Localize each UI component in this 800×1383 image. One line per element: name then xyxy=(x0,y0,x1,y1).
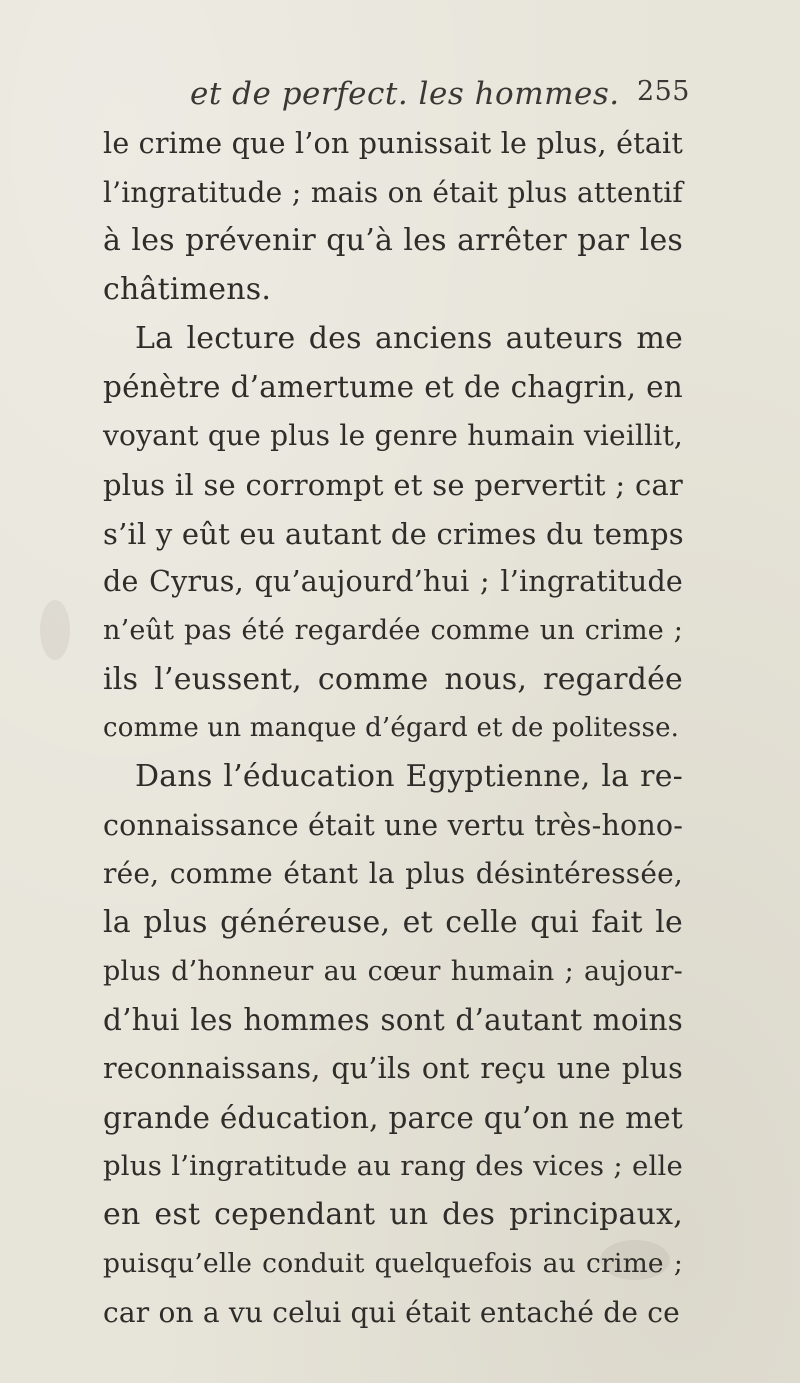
text-line: reconnaissans, qu’ils ont reçu une plus xyxy=(103,1052,683,1086)
text-line: puisqu’elle conduit quelquefois au crime ; xyxy=(103,1247,683,1279)
running-head xyxy=(190,70,690,120)
text-line: l’ingratitude ; mais on était plus attentif xyxy=(103,175,683,209)
body-text xyxy=(103,120,683,1337)
text-line: en est cependant un des principaux, xyxy=(103,1197,683,1233)
text-line: s’il y eût eu autant de crimes du temps xyxy=(103,516,684,551)
text-line: n’eût pas été regardée comme un crime ; xyxy=(103,614,683,646)
text-line: rée, comme étant la plus désintéressée, xyxy=(103,857,683,891)
text-line: châtimens. xyxy=(103,272,272,308)
text-line: pénètre d’amertume et de chagrin, en xyxy=(103,370,683,405)
page-number: 255 xyxy=(636,76,690,107)
text-line: plus il se corrompt et se pervertit ; car xyxy=(103,467,683,502)
text-line: voyant que plus le genre humain vieillit, xyxy=(103,419,683,453)
text-line: plus l’ingratitude au rang des vices ; elle xyxy=(103,1150,683,1183)
running-title: et de perfect. les hommes. xyxy=(190,76,620,112)
text-line: plus d’honneur au cœur humain ; aujour- xyxy=(103,955,683,987)
text-line: connaissance était une vertu très-hono- xyxy=(103,808,684,842)
text-line: à les prévenir qu’à les arrêter par les xyxy=(103,223,683,259)
text-line: ils l’eussent, comme nous, regardée xyxy=(103,661,683,697)
text-line: grande éducation, parce qu’on ne met xyxy=(103,1100,683,1135)
text-line: d’hui les hommes sont d’autant moins xyxy=(103,1003,683,1038)
text-line: de Cyrus, qu’aujourd’hui ; l’ingratitude xyxy=(103,565,683,599)
text-line: la plus généreuse, et celle qui fait le xyxy=(103,905,683,940)
text-line: La lecture des anciens auteurs me xyxy=(135,320,683,356)
text-line: le crime que l’on punissait le plus, était xyxy=(103,127,683,160)
paper-stain xyxy=(40,600,70,660)
text-line: Dans l’éducation Egyptienne, la re- xyxy=(135,758,683,794)
text-line: car on a vu celui qui était entaché de ce xyxy=(103,1295,680,1329)
text-line: comme un manque d’égard et de politesse. xyxy=(103,713,680,744)
